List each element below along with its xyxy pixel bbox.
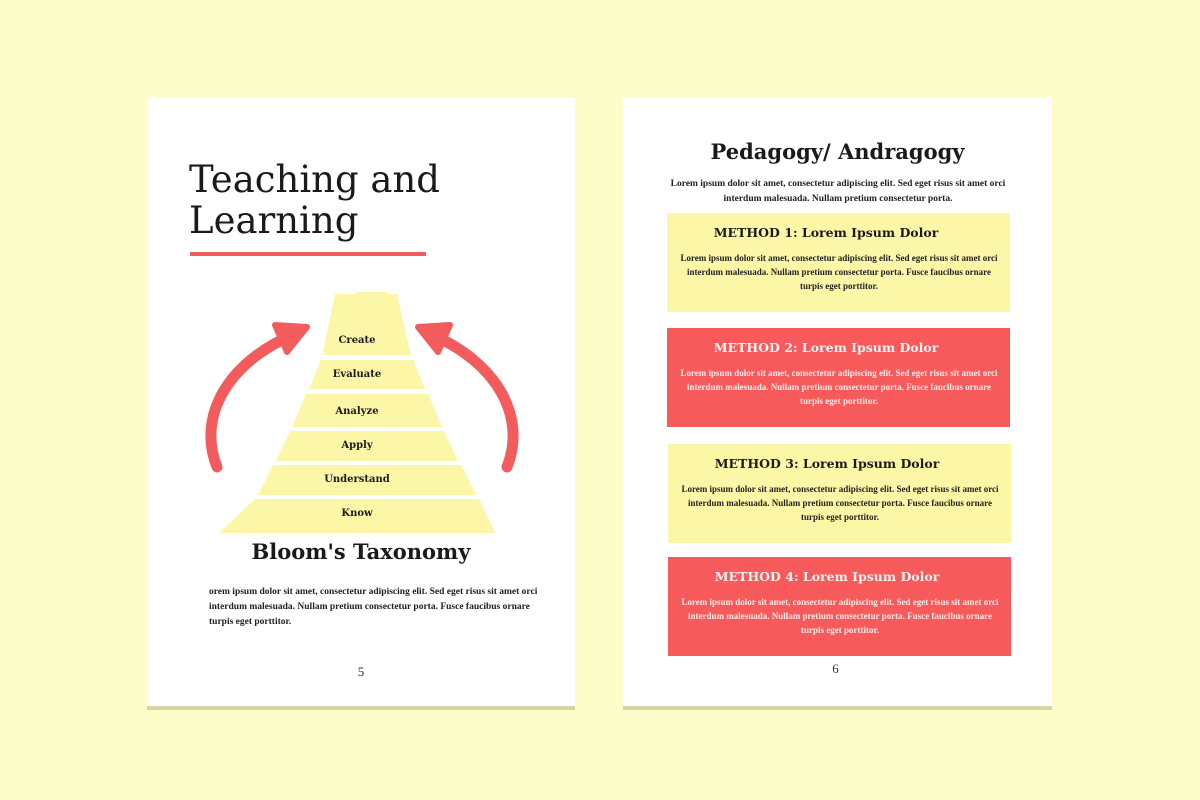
method-card-1 xyxy=(667,213,1010,312)
method-card-4 xyxy=(668,557,1011,656)
page-left xyxy=(147,97,575,706)
method-4-text: Lorem ipsum dolor sit amet, consectetur adipiscing elit. Sed eget risus sit amet orci interdum malesuada. Nullam pretium consectetur porta. Fusce faucibus ornare turpis eget porttitor. xyxy=(681,597,999,635)
pedagogy-heading: Pedagogy/ Andragogy xyxy=(710,139,965,164)
method-2-text: Lorem ipsum dolor sit amet, consectetur adipiscing elit. Sed eget risus sit amet orci interdum malesuada. Nullam pretium consectetur porta. Fusce faucibus ornare turpis eget porttitor. xyxy=(680,368,998,406)
page-number-left: 5 xyxy=(357,664,365,679)
pyramid-label-analyze: Analyze xyxy=(335,406,379,417)
page-right xyxy=(623,97,1052,706)
method-card-3 xyxy=(668,444,1011,543)
pyramid-label-know: Know xyxy=(341,508,373,519)
title-line-1: Teaching and xyxy=(189,158,440,201)
pyramid-label-create: Create xyxy=(338,335,376,346)
pyramid-label-understand: Understand xyxy=(324,474,390,485)
title-line-2: Learning xyxy=(189,199,359,242)
right-intro-text: Lorem ipsum dolor sit amet, consectetur adipiscing elit. Sed eget risus sit amet orci interdum malesuada. Nullam pretium consectetur porta. xyxy=(670,179,1006,204)
method-card-2 xyxy=(667,328,1010,427)
bloom-taxonomy-heading: Bloom's Taxonomy xyxy=(251,539,471,564)
method-1-heading: METHOD 1: Lorem Ipsum Dolor xyxy=(713,225,939,240)
method-2-heading: METHOD 2: Lorem Ipsum Dolor xyxy=(713,340,939,355)
left-body-text: orem ipsum dolor sit amet, consectetur adipiscing elit. Sed eget risus sit amet orci interdum malesuada. Nullam pretium consectetur porta. Fusce faucibus ornare turpis eget porttitor. xyxy=(209,587,538,627)
method-3-text: Lorem ipsum dolor sit amet, consectetur adipiscing elit. Sed eget risus sit amet orci interdum malesuada. Nullam pretium consectetur porta. Fusce faucibus ornare turpis eget porttitor. xyxy=(681,484,999,522)
method-3-heading: METHOD 3: Lorem Ipsum Dolor xyxy=(714,456,940,471)
method-4-heading: METHOD 4: Lorem Ipsum Dolor xyxy=(714,569,940,584)
pyramid-label-evaluate: Evaluate xyxy=(332,369,382,380)
method-1-text: Lorem ipsum dolor sit amet, consectetur adipiscing elit. Sed eget risus sit amet orci interdum malesuada. Nullam pretium consectetur porta. Fusce faucibus ornare turpis eget porttitor. xyxy=(680,253,998,291)
pyramid-label-apply: Apply xyxy=(341,440,373,451)
page-number-right: 6 xyxy=(832,661,839,676)
